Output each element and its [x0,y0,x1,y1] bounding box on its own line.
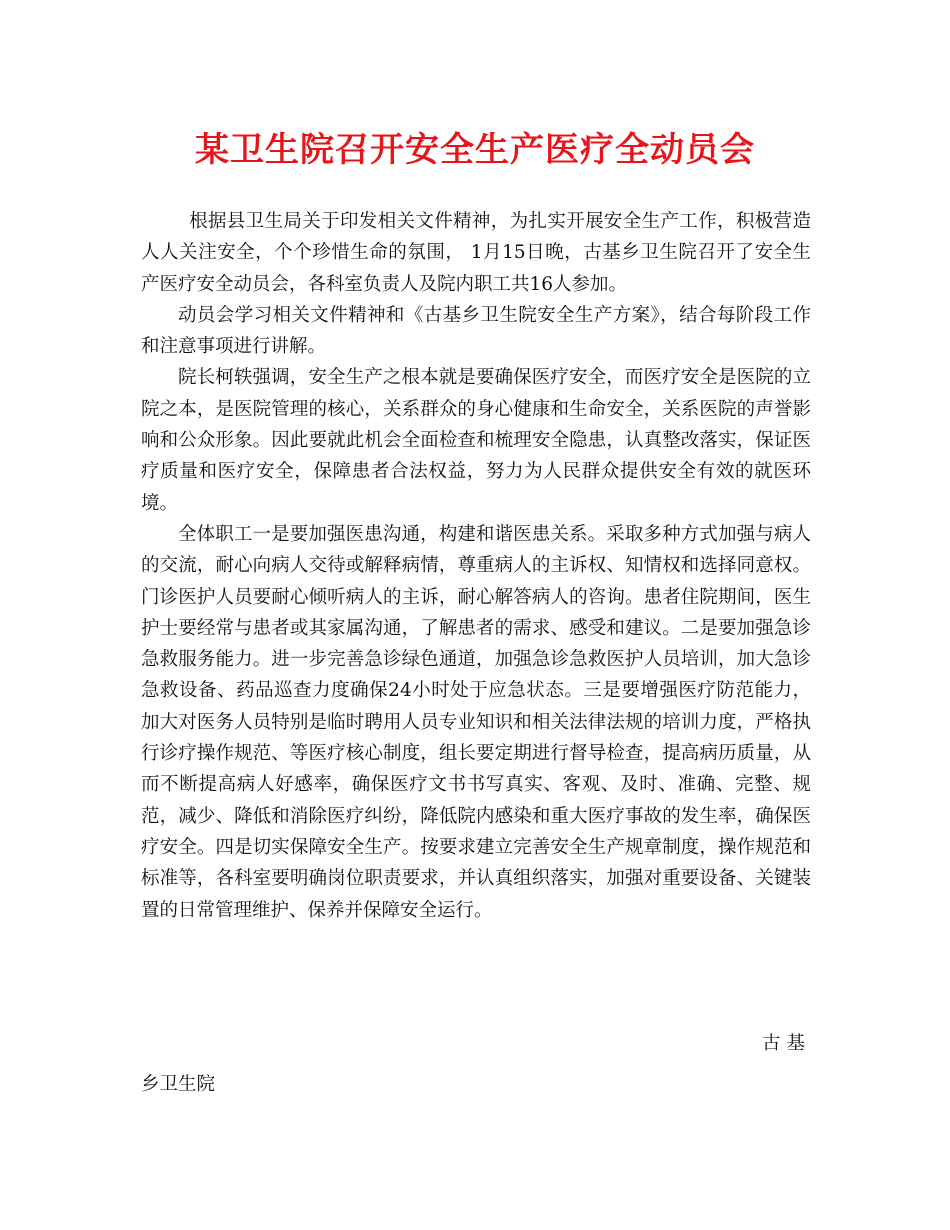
paragraph-intro: 根据县卫生局关于印发相关文件精神，为扎实开展安全生产工作，积极营造人人关注安全，个个珍惜生命的氛围， 1月15日晚，古基乡卫生院召开了安全生产医疗安全动员会，各科室负责人及院内职工共16人参加。 [141,211,811,295]
document-body [141,206,811,926]
paragraph-director: 院长柯轶强调，安全生产之根本就是要确保医疗安全，而医疗安全是医院的立院之本，是医院管理的核心，关系群众的身心健康和生命安全，关系医院的声誉影响和公众形象。因此要就此机会全面检查和梳理安全隐患，认真整改落实，保证医疗质量和医疗安全，保障患者合法权益，努力为人民群众提供安全有效的就医环境。 [141,367,811,514]
signature-line-2: 乡卫生院 [141,1074,216,1095]
document-title: 某卫生院召开安全生产医疗全动员会 [195,130,755,170]
paragraph-requirements: 全体职工一是要加强医患沟通，构建和谐医患关系。采取多种方式加强与病人的交流，耐心向病人交待或解释病情，尊重病人的主诉权、知情权和选择同意权。门诊医护人员要耐心倾听病人的主诉，耐心解答病人的咨询。患者住院期间，医生护士要经常与患者或其家属沟通，了解患者的需求、感受和建议。二是要加强急诊急救服务能力。进一步完善急诊绿色通道，加强急诊急救医护人员培训，加大急诊急救设备、药品巡查力度确保24小时处于应急状态。三是要增强医疗防范能力，加大对医务人员特别是临时聘用人员专业知识和相关法律法规的培训力度，严格执行诊疗操作规范、等医疗核心制度，组长要定期进行督导检查，提高病历质量，从而不断提高病人好感率，确保医疗文书书写真实、客观、及时、准确、完整、规范，减少、降低和消除医疗纠纷，降低院内感染和重大医疗事故的发生率，确保医疗安全。四是切实保障安全生产。按要求建立完善安全生产规章制度，操作规范和标准等，各科室要明确岗位职责要求，并认真组织落实，加强对重要设备、关键装置的日常管理维护、保养并保障安全运行。 [141,523,811,921]
signature-line-1: 古基 [761,1033,811,1054]
paragraph-study: 动员会学习相关文件精神和《古基乡卫生院安全生产方案》，结合每阶段工作和注意事项进行讲解。 [141,304,811,358]
